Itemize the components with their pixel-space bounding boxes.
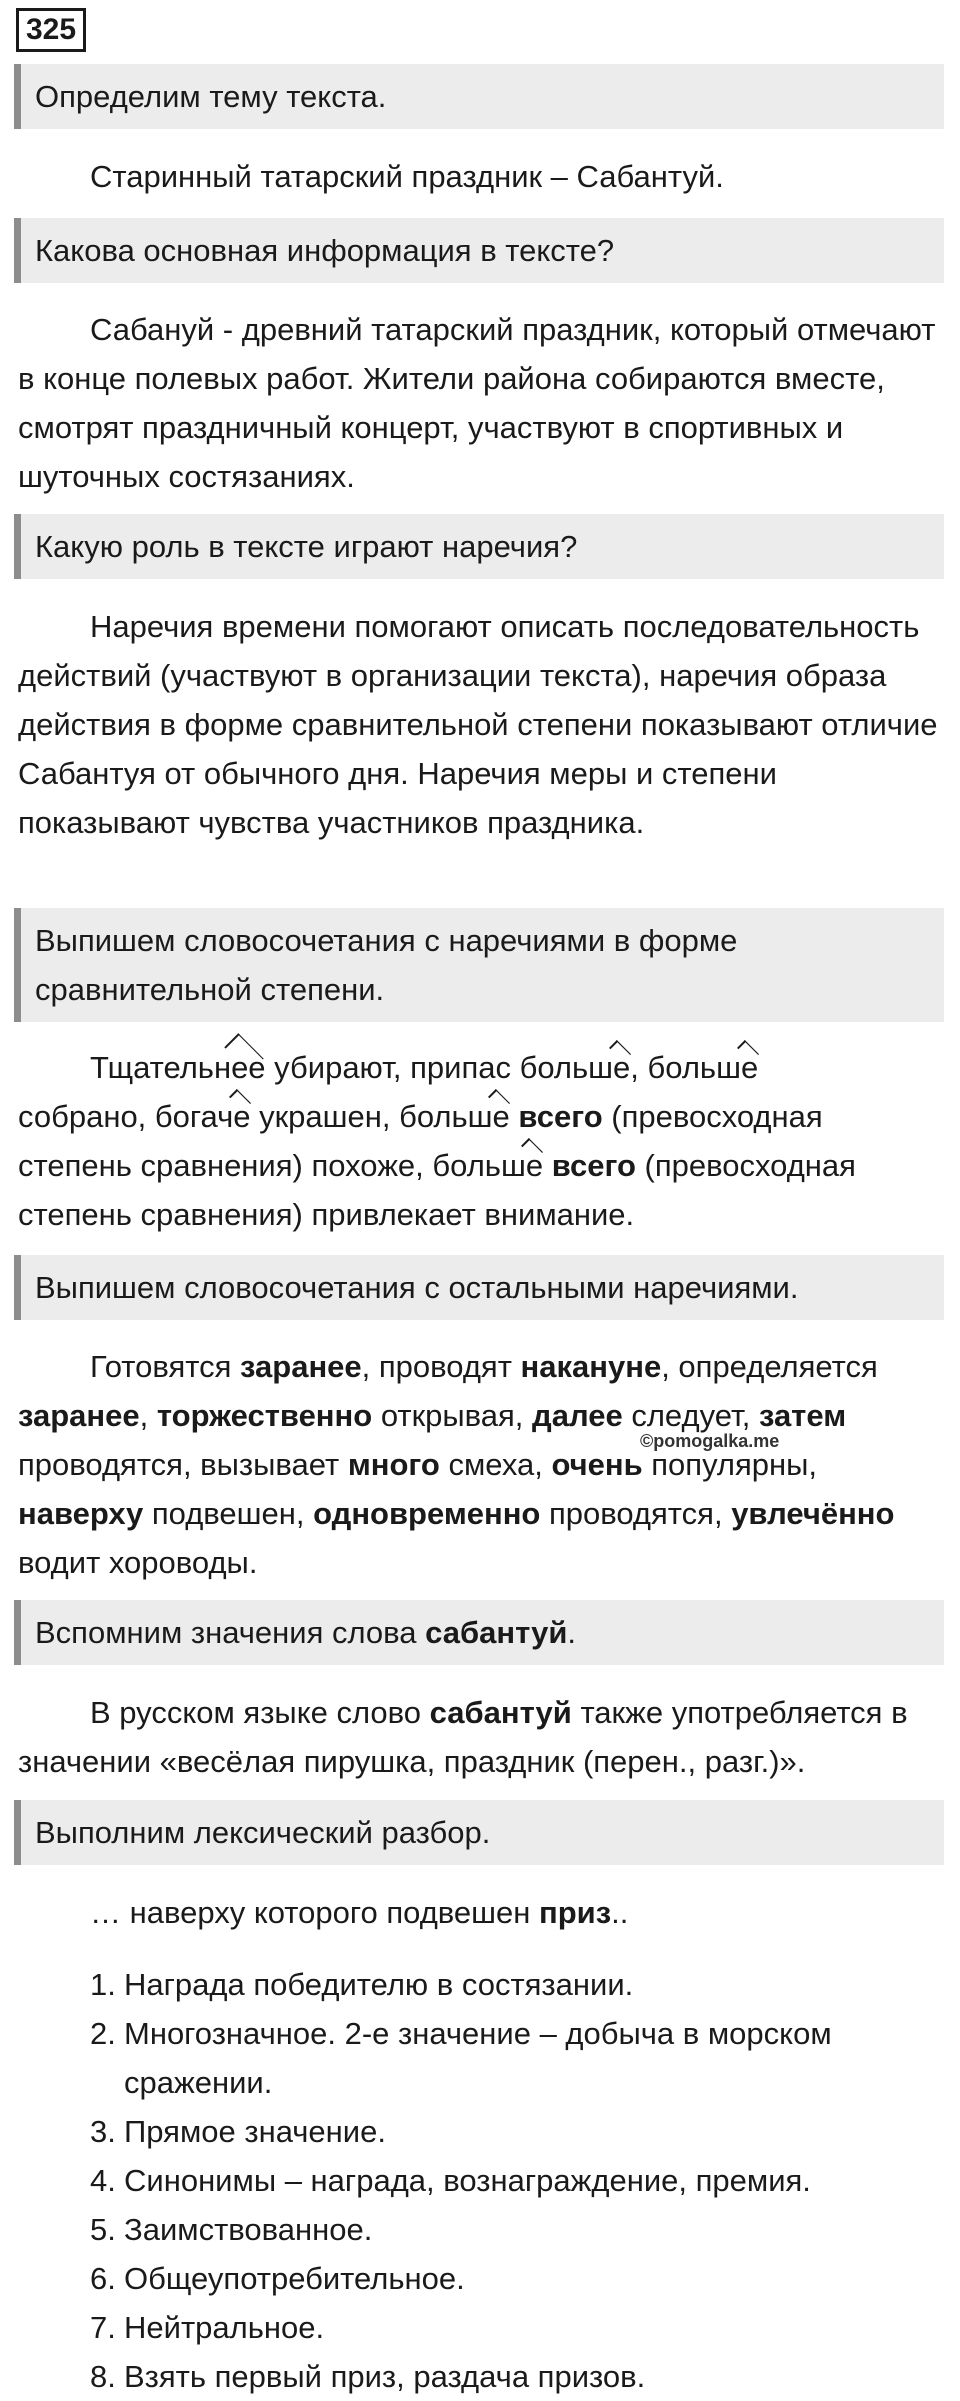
accent-mark: е: [233, 1092, 250, 1141]
lexical-sentence: … наверху которого подвешен приз..: [90, 1895, 629, 1930]
answer-meaning: В русском языке слово сабантуй также употребляется в значении «весёлая пирушка, праздник (перен., разг.)».: [18, 1695, 908, 1779]
list-item: 3. Прямое значение.: [90, 2114, 386, 2149]
accent-mark: е: [526, 1141, 543, 1190]
answer-topic: Старинный татарский праздник – Сабантуй.: [90, 159, 724, 194]
answer-main-info: Сабануй - древний татарский праздник, который отмечают в конце полевых работ. Жители района собираются вместе, смотрят праздничный концерт, участвуют в спортивных и шуточных состязаниях.: [18, 312, 936, 494]
accent-mark: е: [741, 1043, 758, 1092]
list-item: 4. Синонимы – награда, вознаграждение, премия.: [90, 2163, 811, 2198]
question-other-adverbs: Выпишем словосочетания с остальными наречиями.: [14, 1255, 944, 1320]
lexical-list: [90, 1960, 940, 2401]
accent-mark: е: [493, 1092, 510, 1141]
list-item: 5. Заимствованное.: [90, 2212, 373, 2247]
question-topic: Определим тему текста.: [14, 64, 944, 129]
list-item: 1. Награда победителю в состязании.: [90, 1967, 634, 2002]
answer-comparative: Тщательнее убирают, припас больше, больше собрано, богаче украшен, больше всего (превосходная степень сравнения) похоже, больше всего (превосходная степень сравнения) привлекает внимание.: [18, 1043, 948, 1239]
watermark: ©pomogalka.me: [640, 1431, 780, 1451]
question-adverbs-role: Какую роль в тексте играют наречия?: [14, 514, 944, 579]
task-number: 325: [16, 8, 86, 52]
answer-adverbs-role: Наречия времени помогают описать последовательность действий (участвуют в организации текста), наречия образа действия в форме сравнительной степени показывают отличие Сабантуя от обычного дня. Наречия меры и степени показывают чувства участников праздника.: [18, 609, 938, 840]
question-meaning: Вспомним значения слова сабантуй.: [14, 1600, 944, 1665]
question-lexical: Выполним лексический разбор.: [14, 1800, 944, 1865]
list-item: 2. Многозначное. 2-е значение – добыча в морском сражении.: [90, 2016, 832, 2100]
list-item: 6. Общеупотребительное.: [90, 2261, 465, 2296]
list-item: 7. Нейтральное.: [90, 2310, 325, 2345]
answer-other-adverbs: Готовятся заранее, проводят накануне, определяется заранее, торжественно открывая, далее следует, затем проводятся, вызывает много смеха, очень популярны, наверху подвешен, одновременно проводятся, увлечённо водит хороводы.: [18, 1349, 895, 1580]
list-item: 8. Взять первый приз, раздача призов.: [90, 2359, 646, 2394]
accent-mark: ее: [231, 1043, 265, 1092]
accent-mark: е: [613, 1043, 630, 1092]
question-main-info: Какова основная информация в тексте?: [14, 218, 944, 283]
question-comparative: Выпишем словосочетания с наречиями в форме сравнительной степени.: [14, 908, 944, 1022]
